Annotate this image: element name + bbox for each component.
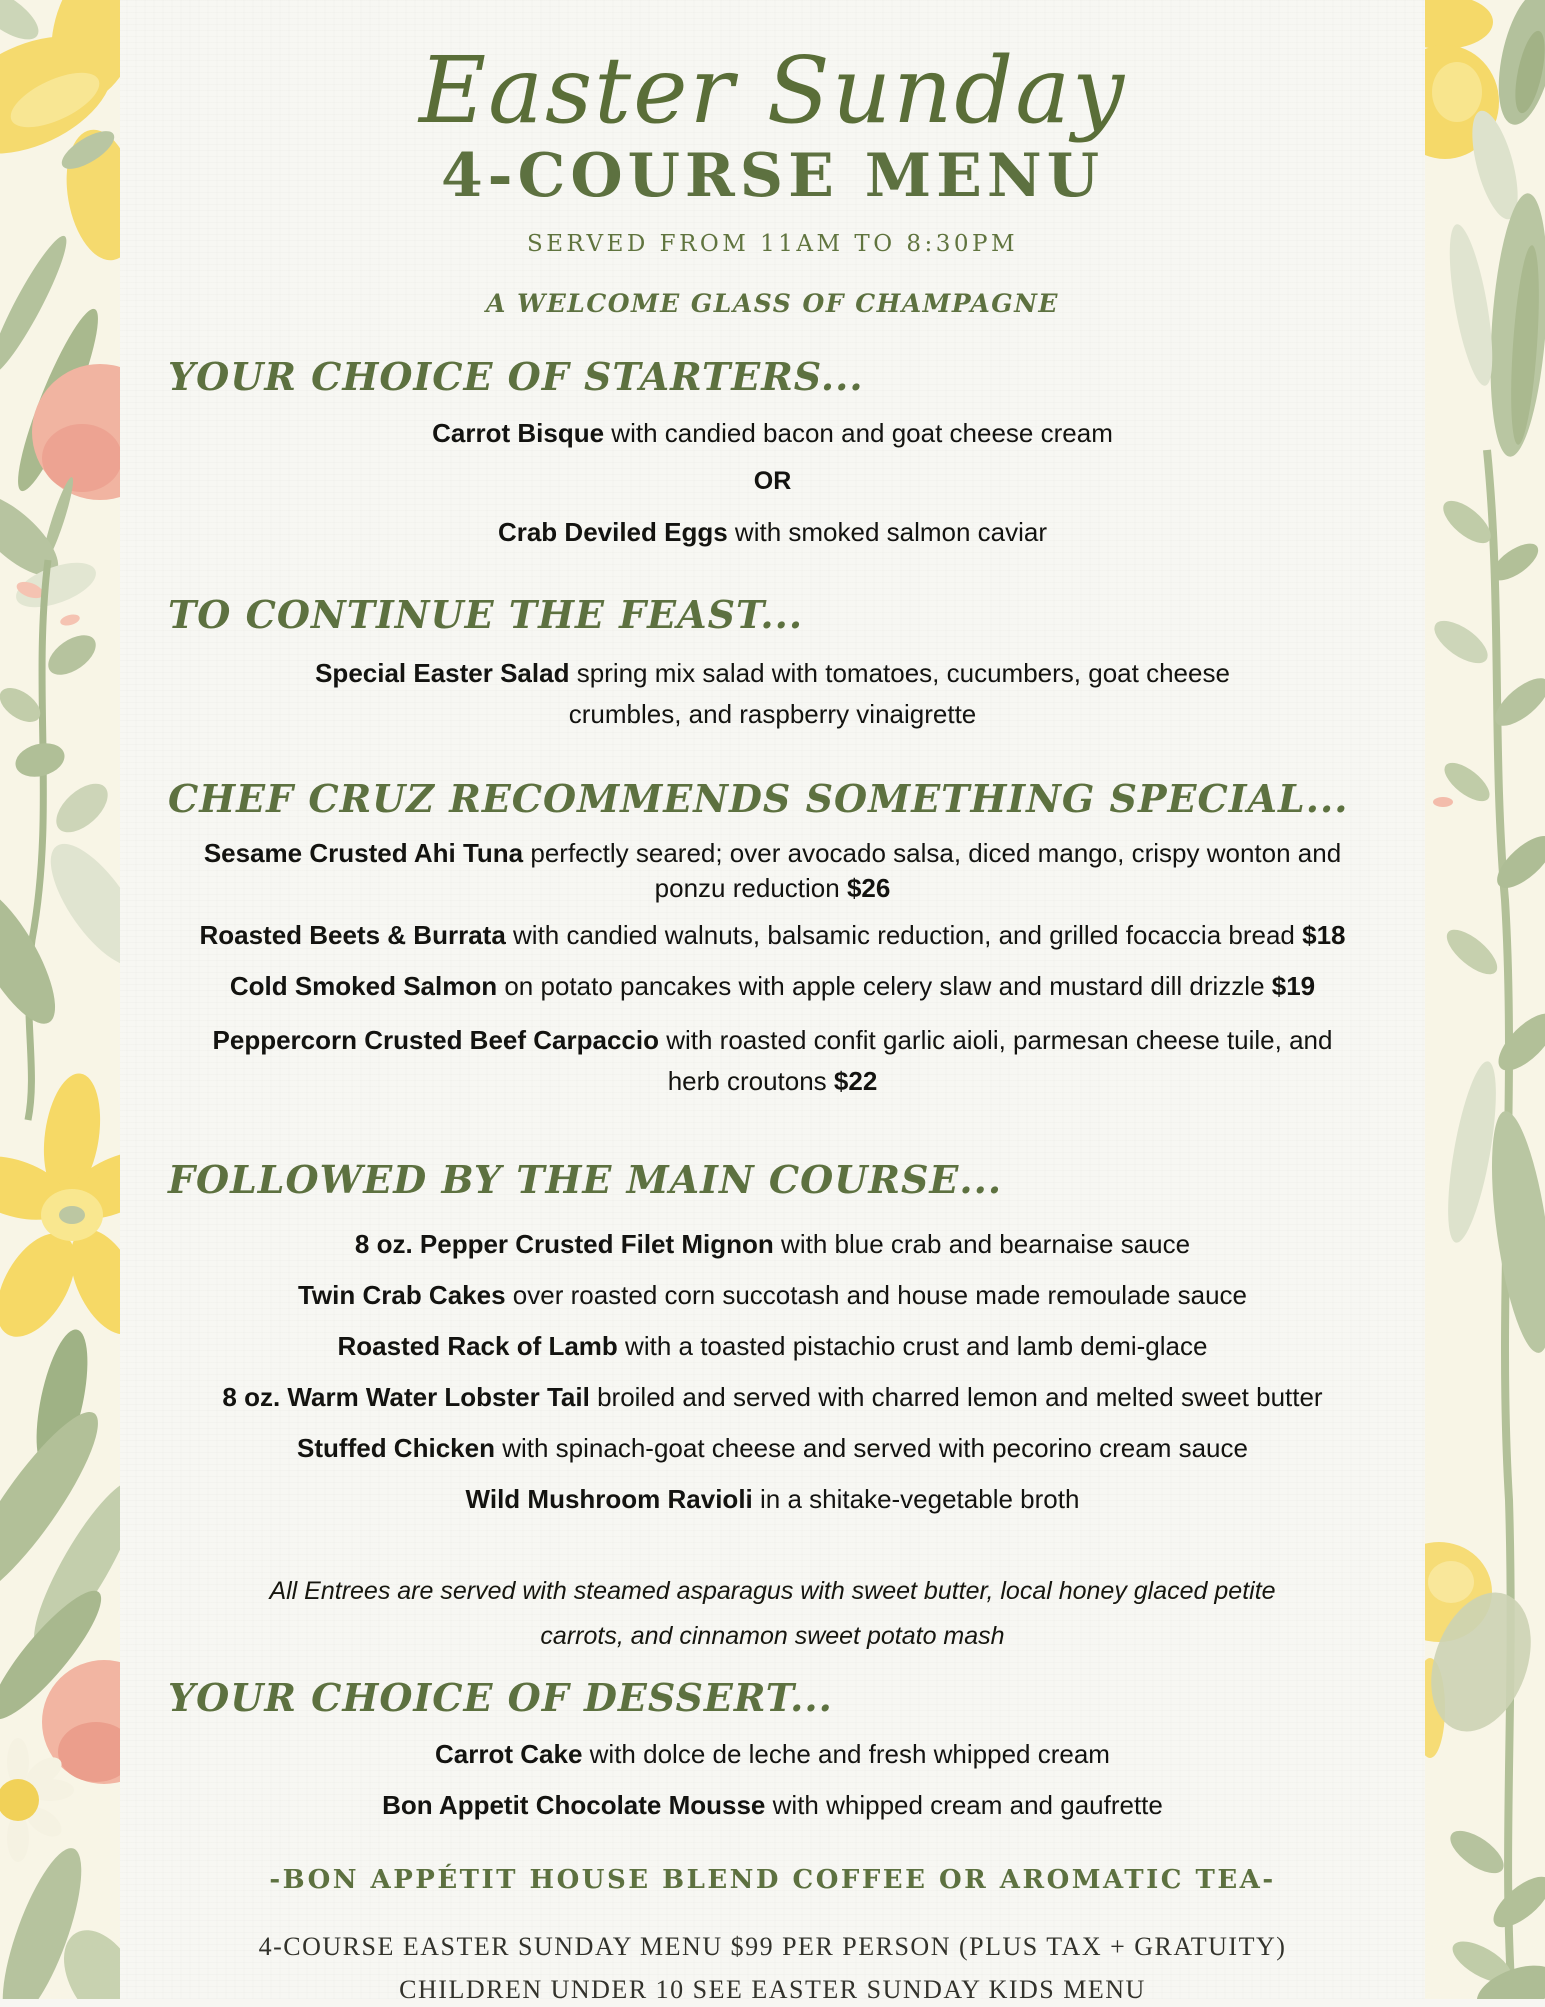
item-price: $22 bbox=[833, 1066, 878, 1097]
item-desc: with smoked salmon caviar bbox=[734, 516, 1048, 547]
page-title: 4-COURSE MENU bbox=[440, 141, 1105, 212]
section-heading-main-course: FOLLOWED BY THE MAIN COURSE... bbox=[168, 1157, 1003, 1203]
item-name: Bon Appetit Chocolate Mousse bbox=[382, 1789, 766, 1820]
menu-page bbox=[120, 0, 1425, 2005]
item-desc: over roasted corn succotash and house made remoulade sauce bbox=[512, 1279, 1248, 1310]
item-name: Crab Deviled Eggs bbox=[497, 516, 728, 547]
item-name: Carrot Cake bbox=[435, 1738, 583, 1769]
menu-item bbox=[168, 1737, 1377, 1772]
menu-item bbox=[168, 1227, 1377, 1262]
item-desc: on potato pancakes with apple celery slaw and mustard dill drizzle bbox=[504, 970, 1265, 1001]
menu-item bbox=[203, 836, 1343, 906]
kids-menu-note: CHILDREN UNDER 10 SEE EASTER SUNDAY KIDS MENU bbox=[399, 1975, 1146, 2005]
coffee-tea-note: -BON APPÉTIT HOUSE BLEND COFFEE OR AROMATIC TEA- bbox=[269, 1865, 1276, 1895]
section-heading-dessert: YOUR CHOICE OF DESSERT... bbox=[168, 1675, 833, 1721]
menu-item bbox=[168, 1788, 1377, 1823]
item-price: $26 bbox=[846, 872, 891, 903]
item-desc: with dolce de leche and fresh whipped cream bbox=[589, 1738, 1110, 1769]
menu-item bbox=[168, 1329, 1377, 1364]
item-desc: with whipped cream and gaufrette bbox=[772, 1789, 1163, 1820]
item-desc: in a shitake-vegetable broth bbox=[760, 1484, 1080, 1515]
or-separator: OR bbox=[753, 466, 792, 495]
menu-item bbox=[193, 1020, 1353, 1103]
menu-item bbox=[168, 969, 1377, 1004]
item-name: Cold Smoked Salmon bbox=[229, 970, 498, 1001]
menu-item bbox=[168, 1278, 1377, 1313]
item-price: $19 bbox=[1271, 970, 1316, 1001]
item-name: Special Easter Salad bbox=[315, 658, 570, 689]
section-heading-feast: TO CONTINUE THE FEAST... bbox=[168, 591, 804, 637]
floral-border-left-art bbox=[0, 0, 120, 1999]
menu-item bbox=[168, 416, 1377, 451]
item-desc: spring mix salad with tomatoes, cucumbers, goat cheese crumbles, and raspberry vinaigrette bbox=[568, 658, 1230, 729]
item-desc: perfectly seared; over avocado salsa, diced mango, crispy wonton and ponzu reduction bbox=[530, 837, 1342, 903]
item-desc: with candied walnuts, balsamic reduction, and grilled focaccia bread bbox=[513, 919, 1295, 950]
item-price: $18 bbox=[1302, 919, 1346, 950]
script-title: Easter Sunday bbox=[418, 37, 1127, 144]
item-name: Stuffed Chicken bbox=[297, 1433, 495, 1464]
section-heading-chef-specials: CHEF CRUZ RECOMMENDS SOMETHING SPECIAL... bbox=[168, 775, 1349, 821]
item-name: 8 oz. Pepper Crusted Filet Mignon bbox=[354, 1228, 774, 1259]
item-name: Carrot Bisque bbox=[432, 417, 605, 448]
entrees-note: All Entrees are served with steamed asparagus with sweet butter, local honey glaced petite carrots, and cinnamon sweet potato mash bbox=[269, 1577, 1276, 1651]
floral-border-right-art bbox=[1425, 0, 1545, 1999]
section-heading-starters: YOUR CHOICE OF STARTERS... bbox=[168, 354, 864, 400]
item-desc: with spinach-goat cheese and served with pecorino cream sauce bbox=[502, 1433, 1248, 1464]
item-desc: with candied bacon and goat cheese cream bbox=[611, 417, 1113, 448]
item-desc: broiled and served with charred lemon and melted sweet butter bbox=[597, 1381, 1323, 1412]
menu-item bbox=[283, 653, 1263, 734]
item-name: Roasted Rack of Lamb bbox=[337, 1330, 618, 1361]
item-name: Wild Mushroom Ravioli bbox=[465, 1484, 753, 1515]
menu-item bbox=[168, 1431, 1377, 1466]
menu-item bbox=[168, 515, 1377, 550]
served-hours: SERVED FROM 11AM TO 8:30PM bbox=[526, 231, 1019, 258]
item-desc: with blue crab and bearnaise sauce bbox=[781, 1228, 1191, 1259]
welcome-champagne-note: A WELCOME GLASS OF CHAMPAGNE bbox=[486, 289, 1059, 319]
menu-item bbox=[168, 1380, 1377, 1415]
floral-border-left bbox=[0, 0, 120, 1999]
price-per-person: 4-COURSE EASTER SUNDAY MENU $99 PER PERSON (PLUS TAX + GRATUITY) bbox=[258, 1932, 1287, 1961]
item-name: Roasted Beets & Burrata bbox=[199, 919, 506, 950]
menu-item bbox=[168, 918, 1377, 953]
item-name: Twin Crab Cakes bbox=[297, 1279, 506, 1310]
item-desc: with a toasted pistachio crust and lamb demi-glace bbox=[625, 1330, 1208, 1361]
item-name: Peppercorn Crusted Beef Carpaccio bbox=[212, 1024, 659, 1055]
menu-item bbox=[168, 1482, 1377, 1517]
item-name: Sesame Crusted Ahi Tuna bbox=[203, 837, 524, 868]
item-name: 8 oz. Warm Water Lobster Tail bbox=[222, 1381, 590, 1412]
floral-border-right bbox=[1425, 0, 1545, 1999]
item-desc: with roasted confit garlic aioli, parmesan cheese tuile, and herb croutons bbox=[666, 1024, 1333, 1097]
